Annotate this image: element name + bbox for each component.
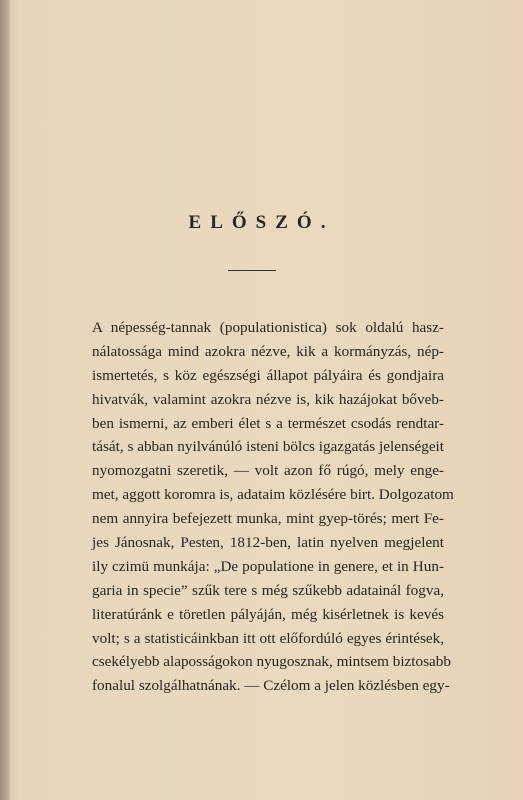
text-line: ben ismerni, az emberi élet s a természet csodás rendtar-	[92, 414, 444, 432]
preface-paragraph	[92, 316, 454, 698]
text-line: hivatvák, valamint azokra nézve is, kik hazájokat bőveb-	[92, 390, 444, 408]
text-line: fonalul szolgálhatnának. — Czélom a jelen közlésben egy-	[92, 677, 450, 695]
text-line: garia in specie” szűk tere s még szűkebb adatainál fogva,	[92, 581, 444, 599]
text-line: literatúránk e töretlen pályáján, még kisérletnek is kevés	[92, 605, 444, 623]
text-line: nyomozgatni szeretik, — volt azon fő rúgó, mely enge-	[92, 462, 444, 480]
text-line: met, aggott koromra is, adataim közlésére birt. Dolgozatom	[92, 486, 454, 504]
text-line: csekélyebb alaposságokon nyugosznak, mintsem biztosabb	[92, 653, 451, 671]
text-line: jes Jánosnak, Pesten, 1812-ben, latin nyelven megjelent	[92, 534, 444, 552]
title-divider	[228, 270, 276, 271]
text-line: nálatossága mind azokra nézve, kik a kormányzás, nép-	[92, 342, 444, 360]
page-title: ELŐSZÓ.	[188, 212, 335, 233]
text-line: ily czimü munkája: „De populatione in genere, et in Hun-	[92, 557, 444, 575]
text-line: ismertetés, s köz egészségi állapot pályáira és gondjaira	[92, 366, 444, 384]
text-line: A népesség-tannak (populationistica) sok oldalú hasz-	[92, 319, 444, 336]
text-line: volt; s a statisticáinkban itt ott előfordúló egyes érintések,	[92, 629, 444, 647]
text-line: tását, s abban nyilvánúló isteni bölcs igazgatás jelenségeit	[92, 438, 444, 456]
book-spine	[0, 0, 10, 800]
text-line: nem annyira befejezett munka, mint gyep-törés; mert Fe-	[92, 510, 444, 528]
